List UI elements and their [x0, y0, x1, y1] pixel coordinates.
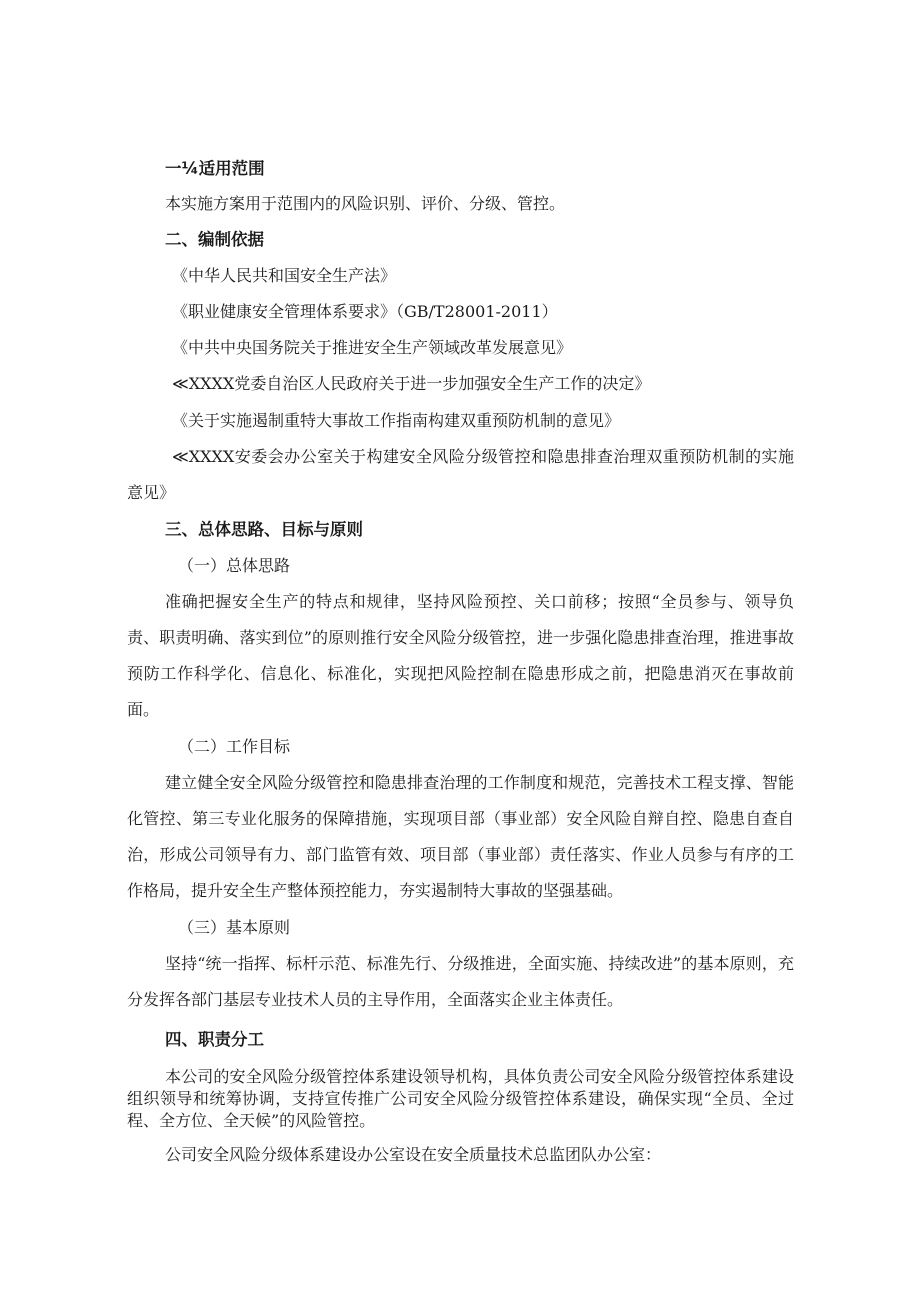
reference-item: 《中华人民共和国安全生产法》: [172, 266, 397, 285]
reference-item: 《关于实施遏制重特大事故工作指南构建双重预防机制的意见》: [172, 411, 621, 430]
subsection-title: （二）工作目标: [178, 737, 291, 756]
subsection-title: （三）基本原则: [178, 918, 291, 937]
section-4-paragraph: 本公司的安全风险分级管控体系建设领导机构，具体负责公司安全风险分级管控体系建设组织领导和统筹协调，支持宣传推广公司安全风险分级管控体系建设，确保实现“全员、全过程、全方位、全天候”的风险管控。: [127, 1067, 794, 1130]
reference-item: 《职业健康安全管理体系要求》（GB/T28001-2011）: [172, 302, 558, 321]
reference-item: ≪XXXX安委会办公室关于构建安全风险分级管控和隐患排查治理双重预防机制的实施意见》: [127, 447, 794, 502]
subsection-paragraph: 准确把握安全生产的特点和规律，坚持风险预控、关口前移；按照“全员参与、领导负责、职责明确、落实到位”的原则推行安全风险分级管控，进一步强化隐患排查治理，推进事故预防工作科学化、信息化、标准化，实现把风险控制在隐患形成之前，把隐患消灭在事故前面。: [127, 592, 794, 719]
reference-item: ≪XXXX党委自治区人民政府关于进一步加强安全生产工作的决定》: [172, 374, 651, 393]
section-1-heading: 一¼适用范围: [165, 159, 265, 178]
section-4-paragraph: 公司安全风险分级体系建设办公室设在安全质量技术总监团队办公室：: [165, 1145, 662, 1164]
subsection-paragraph: 建立健全安全风险分级管控和隐患排查治理的工作制度和规范，完善技术工程支撑、智能化管控、第三专业化服务的保障措施，实现项目部（事业部）安全风险自辩自控、隐患自查自治，形成公司领导有力、部门监管有效、项目部（事业部）责任落实、作业人员参与有序的工作格局，提升安全生产整体预控能力，夯实遏制特大事故的坚强基础。: [127, 773, 794, 900]
reference-item: 《中共中央国务院关于推进安全生产领域改革发展意见》: [172, 338, 573, 357]
section-4-heading: 四、职责分工: [165, 1030, 264, 1049]
section-3-heading: 三、总体思路、目标与原则: [165, 520, 363, 539]
section-2-heading: 二、编制依据: [165, 230, 264, 249]
section-1-text: 本实施方案用于范围内的风险识别、评价、分级、管控。: [165, 194, 566, 213]
subsection-title: （一）总体思路: [178, 556, 291, 575]
subsection-paragraph: 坚持“统一指挥、标杆示范、标准先行、分级推进，全面实施、持续改进”的基本原则，充分发挥各部门基层专业技术人员的主导作用，全面落实企业主体责任。: [127, 954, 794, 1009]
